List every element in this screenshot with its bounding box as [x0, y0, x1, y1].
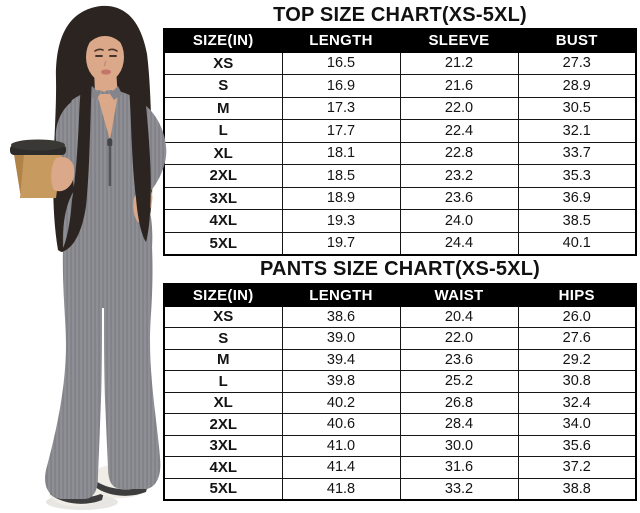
value-cell: 41.8 [282, 478, 400, 500]
header-row [164, 284, 636, 306]
value-cell: 23.6 [400, 349, 518, 371]
column-header: SIZE(IN) [164, 29, 282, 52]
value-cell: 26.0 [518, 306, 636, 328]
size-cell: XL [164, 392, 282, 414]
size-cell: L [164, 120, 282, 143]
value-cell: 39.8 [282, 371, 400, 393]
table-row [164, 435, 636, 457]
value-cell: 28.9 [518, 75, 636, 98]
size-cell: S [164, 328, 282, 350]
column-header: SIZE(IN) [164, 284, 282, 306]
value-cell: 27.3 [518, 52, 636, 75]
value-cell: 33.7 [518, 142, 636, 165]
value-cell: 17.7 [282, 120, 400, 143]
value-cell: 34.0 [518, 414, 636, 436]
pants-size-chart-title: PANTS SIZE CHART(XS-5XL) [260, 258, 540, 280]
table-row [164, 371, 636, 393]
value-cell: 30.5 [518, 97, 636, 120]
size-cell: 5XL [164, 478, 282, 500]
value-cell: 24.4 [400, 232, 518, 255]
value-cell: 16.9 [282, 75, 400, 98]
size-cell: XS [164, 306, 282, 328]
value-cell: 37.2 [518, 457, 636, 479]
value-cell: 35.3 [518, 165, 636, 188]
value-cell: 39.4 [282, 349, 400, 371]
value-cell: 25.2 [400, 371, 518, 393]
table-row [164, 120, 636, 143]
table-row [164, 142, 636, 165]
table-row [164, 75, 636, 98]
value-cell: 18.1 [282, 142, 400, 165]
top-size-chart-table [163, 28, 637, 256]
value-cell: 40.2 [282, 392, 400, 414]
value-cell: 21.6 [400, 75, 518, 98]
top-size-chart-title: TOP SIZE CHART(XS-5XL) [273, 4, 527, 26]
value-cell: 23.2 [400, 165, 518, 188]
table-row [164, 165, 636, 188]
value-cell: 36.9 [518, 187, 636, 210]
column-header: LENGTH [282, 284, 400, 306]
value-cell: 27.6 [518, 328, 636, 350]
value-cell: 38.5 [518, 210, 636, 233]
column-header: BUST [518, 29, 636, 52]
table-row [164, 232, 636, 255]
table-row [164, 328, 636, 350]
size-cell: 3XL [164, 187, 282, 210]
table-row [164, 97, 636, 120]
size-cell: 3XL [164, 435, 282, 457]
value-cell: 26.8 [400, 392, 518, 414]
value-cell: 39.0 [282, 328, 400, 350]
size-cell: M [164, 349, 282, 371]
value-cell: 22.0 [400, 97, 518, 120]
table-row [164, 306, 636, 328]
size-cell: 5XL [164, 232, 282, 255]
value-cell: 29.2 [518, 349, 636, 371]
value-cell: 20.4 [400, 306, 518, 328]
value-cell: 16.5 [282, 52, 400, 75]
value-cell: 30.0 [400, 435, 518, 457]
value-cell: 41.0 [282, 435, 400, 457]
column-header: HIPS [518, 284, 636, 306]
value-cell: 18.5 [282, 165, 400, 188]
size-cell: L [164, 371, 282, 393]
column-header: LENGTH [282, 29, 400, 52]
value-cell: 22.8 [400, 142, 518, 165]
column-header: SLEEVE [400, 29, 518, 52]
size-cell: S [164, 75, 282, 98]
value-cell: 33.2 [400, 478, 518, 500]
value-cell: 18.9 [282, 187, 400, 210]
value-cell: 40.6 [282, 414, 400, 436]
value-cell: 28.4 [400, 414, 518, 436]
size-cell: 4XL [164, 457, 282, 479]
size-cell: 2XL [164, 414, 282, 436]
size-cell: XL [164, 142, 282, 165]
value-cell: 41.4 [282, 457, 400, 479]
value-cell: 32.1 [518, 120, 636, 143]
size-cell: XS [164, 52, 282, 75]
value-cell: 24.0 [400, 210, 518, 233]
value-cell: 22.0 [400, 328, 518, 350]
value-cell: 31.6 [400, 457, 518, 479]
table-row [164, 478, 636, 500]
value-cell: 23.6 [400, 187, 518, 210]
value-cell: 22.4 [400, 120, 518, 143]
value-cell: 17.3 [282, 97, 400, 120]
table-row [164, 210, 636, 233]
value-cell: 21.2 [400, 52, 518, 75]
charts-column [163, 0, 637, 501]
value-cell: 30.8 [518, 371, 636, 393]
size-cell: M [164, 97, 282, 120]
value-cell: 19.3 [282, 210, 400, 233]
table-row [164, 392, 636, 414]
table-row [164, 52, 636, 75]
value-cell: 38.8 [518, 478, 636, 500]
pants-size-chart-table [163, 283, 637, 501]
value-cell: 40.1 [518, 232, 636, 255]
table-row [164, 349, 636, 371]
value-cell: 19.7 [282, 232, 400, 255]
column-header: WAIST [400, 284, 518, 306]
size-cell: 2XL [164, 165, 282, 188]
value-cell: 38.6 [282, 306, 400, 328]
table-row [164, 414, 636, 436]
header-row [164, 29, 636, 52]
value-cell: 32.4 [518, 392, 636, 414]
size-cell: 4XL [164, 210, 282, 233]
value-cell: 35.6 [518, 435, 636, 457]
table-row [164, 457, 636, 479]
model-photo [0, 0, 180, 513]
table-row [164, 187, 636, 210]
